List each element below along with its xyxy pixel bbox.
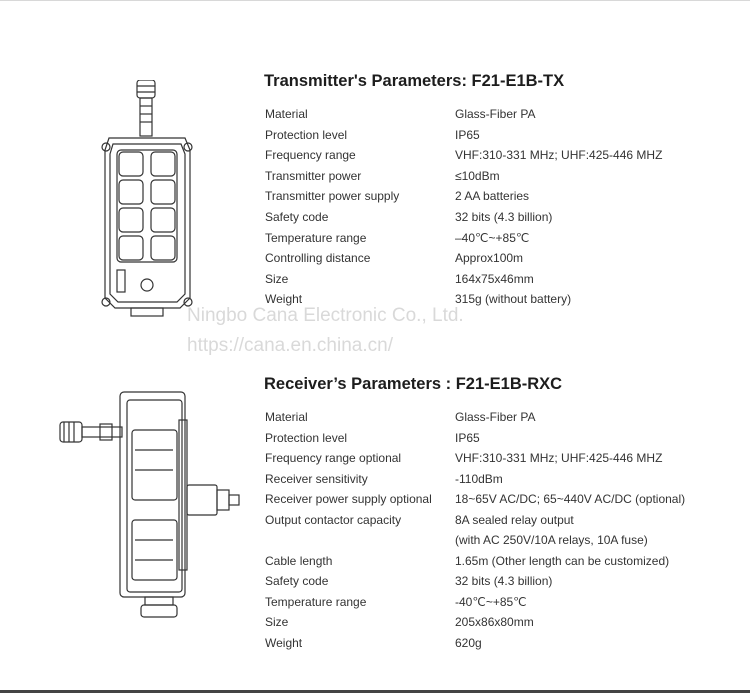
param-value: –40℃~+85℃ (455, 230, 530, 245)
param-label: Size (265, 271, 289, 286)
param-value: 32 bits (4.3 billion) (455, 574, 553, 588)
param-label: Output contactor capacity (265, 512, 402, 527)
param-label: Transmitter power supply (265, 189, 400, 204)
transmitter-title: Transmitter's Parameters: F21-E1B-TX (264, 72, 565, 90)
param-value: Glass-Fiber PA (455, 410, 536, 424)
param-label: Receiver sensitivity (265, 471, 368, 486)
top-divider (0, 0, 750, 1)
param-value: -40℃~+85℃ (455, 594, 527, 609)
param-value: VHF:310-331 MHz; UHF:425-446 MHZ (455, 451, 663, 465)
param-value: ≤10dBm (455, 168, 500, 183)
param-value: 8A sealed relay output (455, 512, 574, 527)
watermark-url: https://cana.en.china.cn/ (187, 335, 393, 356)
param-value: -110dBm (455, 471, 503, 486)
param-value: Glass-Fiber PA (455, 107, 536, 121)
receiver-title: Receiver’s Parameters : F21-E1B-RXC (264, 375, 563, 393)
param-value: 205x86x80mm (455, 615, 534, 629)
param-label: Frequency range optional (265, 451, 402, 465)
param-value: IP65 (455, 127, 480, 142)
param-value: 1.65m (Other length can be customized) (455, 553, 670, 568)
watermark-company: Ningbo Cana Electronic Co., Ltd. (187, 305, 464, 326)
param-value: 32 bits (4.3 billion) (455, 210, 553, 224)
param-label: Frequency range (265, 148, 356, 163)
param-label: Weight (265, 635, 303, 650)
param-value: Approx100m (455, 251, 524, 266)
param-label: Controlling distance (265, 251, 371, 266)
param-value: (with AC 250V/10A relays, 10A fuse) (455, 533, 648, 547)
bottom-divider (0, 690, 750, 693)
param-value: VHF:310-331 MHz; UHF:425-446 MHZ (455, 148, 663, 163)
param-label: Temperature range (265, 594, 367, 609)
param-label: Cable length (265, 553, 333, 568)
param-value: 164x75x46mm (455, 271, 534, 286)
param-label: Safety code (265, 210, 329, 224)
transmitter-drawing (95, 80, 205, 325)
param-label: Safety code (265, 574, 329, 588)
receiver-drawing (55, 390, 245, 620)
param-label: Transmitter power (265, 168, 362, 183)
param-label: Material (265, 107, 308, 121)
param-value: IP65 (455, 430, 480, 445)
param-label: Weight (265, 292, 303, 307)
param-value: 2 AA batteries (455, 189, 530, 204)
param-value: 620g (455, 635, 482, 650)
param-label: Protection level (265, 430, 348, 445)
param-label: Temperature range (265, 230, 367, 245)
param-value: 315g (without battery) (455, 292, 572, 307)
param-label: Receiver power supply optional (265, 492, 432, 506)
param-label: Size (265, 615, 289, 629)
param-label: Material (265, 410, 308, 424)
param-label: Protection level (265, 127, 348, 142)
param-value: 18~65V AC/DC; 65~440V AC/DC (optional) (455, 492, 686, 506)
